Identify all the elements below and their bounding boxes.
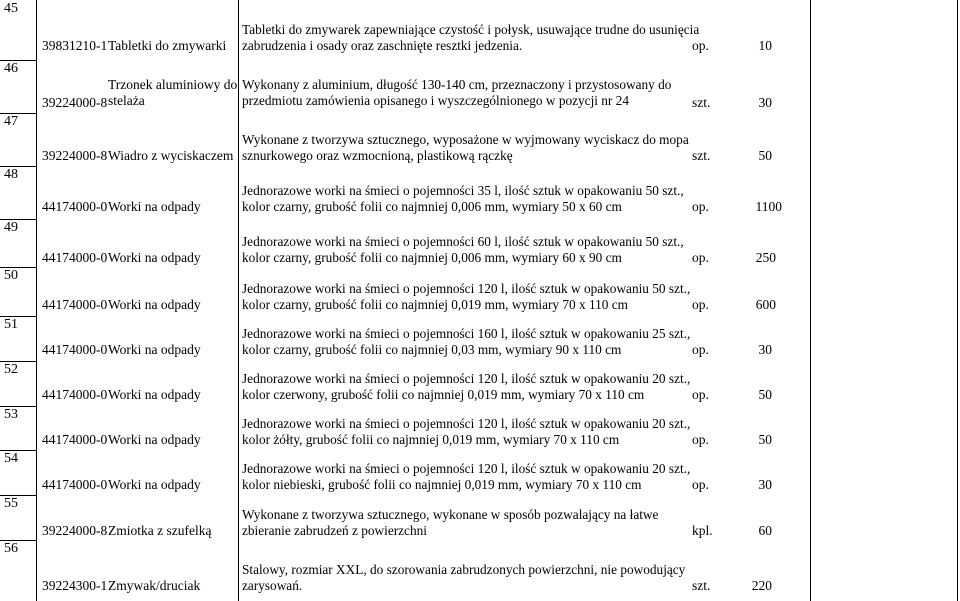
row-number: 48 [4, 167, 18, 182]
item-description: Jednorazowe worki na śmieci o pojemności 120 l, ilość sztuk w opakowaniu 20 szt., kolor niebieski, grubość folii co najmniej 0,019 mm, wymiary 70 x 110 cm [242, 461, 691, 492]
item-name: Worki na odpady [108, 477, 201, 492]
row-number: 56 [4, 541, 18, 556]
cpv-code: 39224300-1 [42, 578, 108, 593]
row-number: 49 [4, 220, 18, 235]
item-unit: op. [692, 250, 709, 265]
item-name: Worki na odpady [108, 387, 201, 402]
item-quantity: 30 [758, 477, 772, 492]
item-quantity: 10 [758, 38, 772, 53]
row-number: 46 [4, 61, 18, 76]
item-description: Jednorazowe worki na śmieci o pojemności 60 l, ilość sztuk w opakowaniu 50 szt., kolor czarny, grubość folii co najmniej 0,006 mm, wymiary 60 x 90 cm [242, 234, 684, 265]
item-description: Wykonane z tworzywa sztucznego, wykonane w sposób pozwalający na łatwe zbieranie zabrudzeń z powierzchni [242, 507, 659, 538]
item-quantity: 50 [758, 387, 772, 402]
item-unit: op. [692, 199, 709, 214]
item-quantity: 60 [758, 523, 772, 538]
item-quantity: 30 [758, 95, 772, 110]
cpv-code: 39224000-8 [42, 95, 108, 110]
item-description: Tabletki do zmywarek zapewniające czystość i połysk, usuwające trudne do usunięcia zabrudzenia i osady oraz zaschnięte resztki jedzenia. [242, 22, 700, 53]
table-row [0, 0, 960, 60]
item-quantity: 250 [755, 250, 776, 265]
item-unit: op. [692, 387, 709, 402]
table-row [0, 450, 960, 495]
item-name: Zmiotka z szufelką [108, 523, 212, 538]
table-row [0, 267, 960, 316]
item-unit: szt. [692, 578, 711, 593]
item-unit: op. [692, 38, 709, 53]
cpv-code: 44174000-0 [42, 297, 108, 312]
cpv-code: 44174000-0 [42, 432, 108, 447]
row-number: 50 [4, 268, 18, 283]
item-description: Wykonany z aluminium, długość 130-140 cm, przeznaczony i przystosowany do przedmiotu zamówienia opisanego i wyszczególnionego w pozycji nr 24 [242, 77, 672, 108]
item-unit: kpl. [692, 523, 713, 538]
item-description: Jednorazowe worki na śmieci o pojemności 160 l, ilość sztuk w opakowaniu 25 szt., kolor czarny, grubość folii co najmniej 0,03 mm, wymiary 90 x 110 cm [242, 326, 691, 357]
item-description: Stalowy, rozmiar XXL, do szorowania zabrudzonych powierzchni, nie powodujący zarysowań. [242, 562, 686, 593]
row-number: 55 [4, 496, 18, 511]
cpv-code: 39831210-1 [42, 38, 108, 53]
cpv-code: 44174000-0 [42, 477, 108, 492]
table-row [0, 406, 960, 450]
item-unit: op. [692, 297, 709, 312]
item-unit: op. [692, 477, 709, 492]
item-name: Worki na odpady [108, 297, 201, 312]
item-description: Jednorazowe worki na śmieci o pojemności 120 l, ilość sztuk w opakowaniu 20 szt., kolor żółty, grubość folii co najmniej 0,019 mm, wymiary 70 x 110 cm [242, 416, 691, 447]
item-name: Worki na odpady [108, 432, 201, 447]
item-quantity: 220 [751, 578, 772, 593]
item-name: Trzonek aluminiowy do stelaża [108, 77, 238, 108]
item-name: Tabletki do zmywarki [108, 38, 227, 53]
row-number: 45 [4, 1, 18, 16]
item-quantity: 50 [758, 432, 772, 447]
item-description: Jednorazowe worki na śmieci o pojemności 120 l, ilość sztuk w opakowaniu 50 szt., kolor czarny, grubość folii co najmniej 0,019 mm, wymiary 70 x 110 cm [242, 281, 691, 312]
cpv-code: 44174000-0 [42, 250, 108, 265]
item-description: Jednorazowe worki na śmieci o pojemności 35 l, ilość sztuk w opakowaniu 50 szt., kolor czarny, grubość folii co najmniej 0,006 mm, wymiary 50 x 60 cm [242, 183, 684, 214]
table-row [0, 113, 960, 166]
cpv-code: 44174000-0 [42, 342, 108, 357]
row-number: 51 [4, 317, 18, 332]
cpv-code: 39224000-8 [42, 523, 108, 538]
table-row [0, 361, 960, 406]
item-name: Zmywak/druciak [108, 578, 201, 593]
item-name: Worki na odpady [108, 342, 201, 357]
item-quantity: 600 [755, 297, 776, 312]
cpv-code: 44174000-0 [42, 387, 108, 402]
row-number: 53 [4, 407, 18, 422]
item-description: Wykonane z tworzywa sztucznego, wyposażone w wyjmowany wyciskacz do mopa sznurkowego oraz wzmocnioną, plastikową rączkę [242, 132, 689, 163]
table-row [0, 540, 960, 601]
item-quantity: 1100 [755, 199, 782, 214]
item-unit: op. [692, 342, 709, 357]
table-row [0, 495, 960, 540]
item-description: Jednorazowe worki na śmieci o pojemności 120 l, ilość sztuk w opakowaniu 20 szt., kolor czerwony, grubość folii co najmniej 0,019 mm, wymiary 70 x 110 cm [242, 371, 691, 402]
item-quantity: 30 [758, 342, 772, 357]
table-row [0, 219, 960, 267]
item-unit: szt. [692, 95, 711, 110]
row-number: 47 [4, 114, 18, 129]
item-unit: op. [692, 432, 709, 447]
table-row [0, 60, 960, 113]
item-quantity: 50 [758, 148, 772, 163]
table-row [0, 316, 960, 361]
item-name: Wiadro z wyciskaczem [108, 148, 234, 163]
item-unit: szt. [692, 148, 711, 163]
table-row [0, 166, 960, 219]
cpv-code: 39224000-8 [42, 148, 108, 163]
item-name: Worki na odpady [108, 199, 201, 214]
item-name: Worki na odpady [108, 250, 201, 265]
row-number: 54 [4, 451, 18, 466]
cpv-code: 44174000-0 [42, 199, 108, 214]
row-number: 52 [4, 362, 18, 377]
